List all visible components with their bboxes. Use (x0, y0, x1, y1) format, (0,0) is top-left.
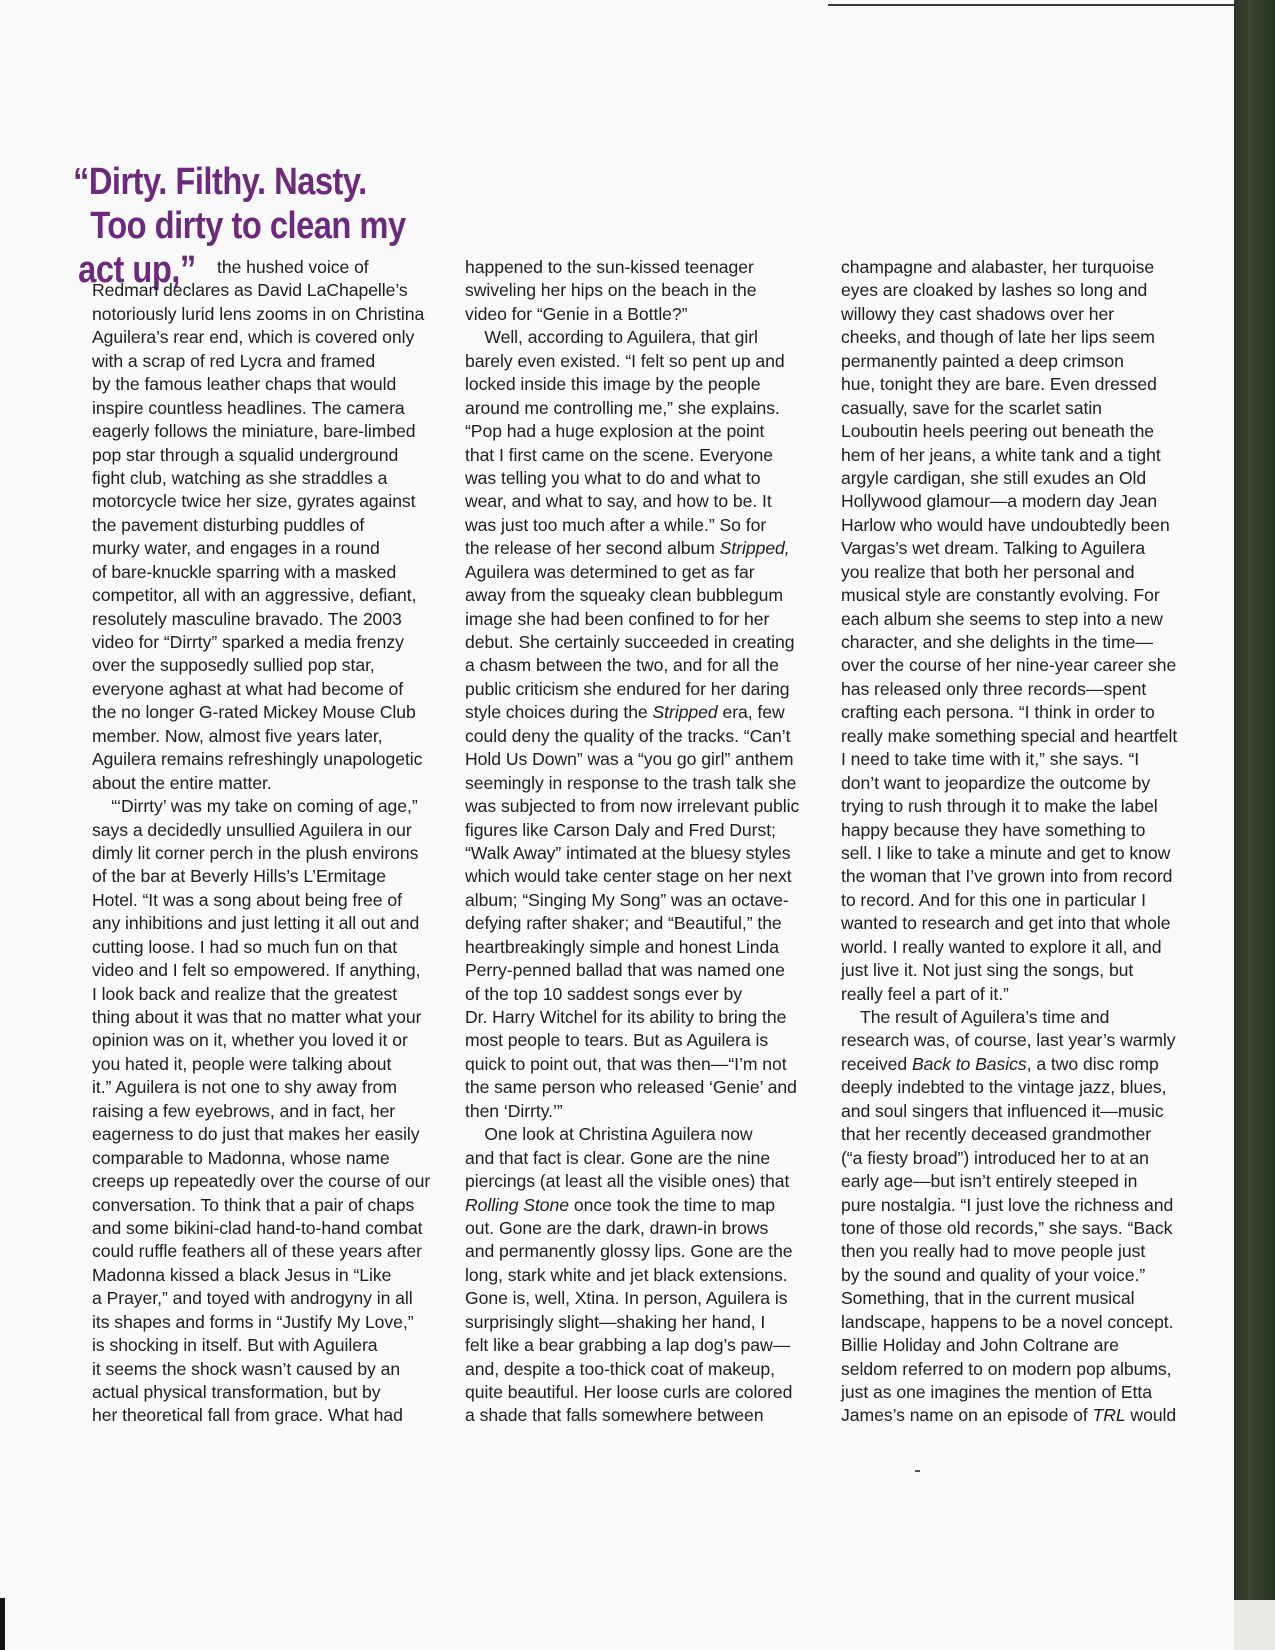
text-line: any inhibitions and just letting it all out and (92, 913, 420, 934)
text-line: tone of those old records,” she says. “Back (841, 1217, 1173, 1238)
text-line: pure nostalgia. “I just love the richness and (841, 1194, 1174, 1215)
text-line: Dr. Harry Witchel for its ability to bring the (465, 1007, 787, 1027)
text-line: heartbreakingly simple and honest Linda (465, 936, 779, 957)
text-line: it.” Aguilera is not one to shy away from (92, 1077, 398, 1098)
text-line: Gone is, well, Xtina. In person, Aguilera is (465, 1288, 788, 1309)
text-line: “Pop had a huge explosion at the point (465, 421, 765, 442)
text-line: was just too much after a while.” So for (465, 514, 767, 535)
text-line: you hated it, people were talking about (92, 1053, 392, 1074)
text-line: with a scrap of red Lycra and framed (92, 350, 376, 371)
text-line: to record. And for this one in particular I (841, 889, 1146, 910)
text-line: seldom referred to on modern pop albums, (841, 1358, 1172, 1379)
text-line: comparable to Madonna, whose name (92, 1147, 390, 1168)
text-line: murky water, and engages in a round (92, 538, 380, 559)
top-rule (828, 4, 1238, 6)
text-line: landscape, happens to be a novel concept. (841, 1311, 1174, 1332)
text-line: really feel a part of it.” (841, 983, 1009, 1004)
text-line: I need to take time with it,” she says. “I (841, 749, 1140, 770)
text-line: Redman declares as David LaChapelle’s (92, 280, 408, 301)
text-line: out. Gone are the dark, drawn-in brows (465, 1217, 769, 1238)
text-line: over the supposedly sullied pop star, (92, 655, 375, 676)
text-line: figures like Carson Daly and Fred Durst; (465, 819, 776, 840)
text-line: world. I really wanted to explore it all, and (841, 936, 1162, 957)
text-line: fight club, watching as she straddles a (92, 467, 388, 488)
text-line: Well, according to Aguilera, that girl (465, 327, 758, 348)
text-line: eagerly follows the miniature, bare-limbed (92, 421, 416, 442)
binding-edge (1234, 0, 1275, 1650)
text-line: Aguilera’s rear end, which is covered only (92, 327, 415, 348)
text-line: that I first came on the scene. Everyone (465, 444, 774, 465)
text-line: just live it. Not just sing the songs, but (841, 960, 1134, 981)
text-line: hem of her jeans, a white tank and a tight (841, 444, 1161, 465)
text-line: Billie Holiday and John Coltrane are (841, 1335, 1119, 1356)
text-line: conversation. To think that a pair of chaps (92, 1194, 415, 1215)
text-line: Something, that in the current musical (841, 1288, 1135, 1309)
text-line: a shade that falls somewhere between (465, 1405, 764, 1426)
text-line: notoriously lurid lens zooms in on Christina (92, 303, 425, 324)
text-line: says a decidedly unsullied Aguilera in our (92, 819, 412, 840)
text-line: most people to tears. But as Aguilera is (465, 1030, 769, 1051)
text-line: and permanently glossy lips. Gone are the (465, 1241, 793, 1262)
album-title-back-to-basics: Back to Basics (911, 1053, 1027, 1074)
text-line: Louboutin heels peering out beneath the (841, 421, 1155, 442)
text-line: each album she seems to step into a new (841, 608, 1163, 629)
text-line: cutting loose. I had so much fun on that (92, 936, 398, 957)
text-line: willowy they cast shadows over her (841, 303, 1115, 324)
text-line (841, 1053, 1201, 1076)
text-line: One look at Christina Aguilera now (465, 1124, 753, 1145)
text-line: and that fact is clear. Gone are the nine (465, 1147, 771, 1168)
text-line: seemingly in response to the trash talk she (465, 772, 797, 793)
text-line: then you really had to move people just (841, 1241, 1146, 1262)
text-line: Perry-penned ballad that was named one (465, 960, 785, 981)
text-line: surprisingly slight—shaking her hand, I (465, 1311, 766, 1332)
text-line: debut. She certainly succeeded in creating (465, 632, 795, 652)
text-line: quick to point out, that was then—“I’m not (465, 1053, 787, 1074)
text-line: sell. I like to take a minute and get to know (841, 842, 1171, 863)
text-line: and, despite a too-thick coat of makeup, (465, 1358, 775, 1379)
text-line: deeply indebted to the vintage jazz, blues, (841, 1077, 1167, 1098)
text-line (841, 1404, 1201, 1427)
text-line: Hollywood glamour—a modern day Jean (841, 491, 1158, 512)
headline-line-3: act up,” (78, 249, 196, 291)
text-line: away from the squeaky clean bubblegum (465, 585, 783, 606)
text-run: once took the time to map (569, 1194, 776, 1215)
text-line: was telling you what to do and what to (465, 467, 761, 488)
text-line: everyone aghast at what had become of (92, 678, 404, 699)
text-line: Hotel. “It was a song about being free of (92, 889, 402, 910)
text-line: hue, tonight they are bare. Even dressed (841, 374, 1157, 395)
text-run: received (841, 1053, 912, 1074)
text-line: could ruffle feathers all of these years after (92, 1241, 422, 1262)
text-line: inspire countless headlines. The camera (92, 397, 405, 418)
article-column-2 (465, 256, 820, 1428)
text-line: casually, save for the scarlet satin (841, 397, 1102, 418)
text-line: the woman that I’ve grown into from record (841, 866, 1173, 887)
text-line: that her recently deceased grandmother (841, 1124, 1152, 1145)
text-line: the same person who released ‘Genie’ and (465, 1077, 797, 1098)
text-line: which would take center stage on her next (465, 866, 792, 887)
text-line: over the course of her nine-year career she (841, 655, 1177, 676)
album-title-stripped: Stripped (652, 702, 718, 723)
text-run: style choices during the (465, 702, 653, 723)
text-line: research was, of course, last year’s warmly (841, 1030, 1176, 1051)
text-line: wear, and what to say, and how to be. It (465, 491, 772, 512)
text-line: is shocking in itself. But with Aguilera (92, 1335, 378, 1356)
text-line: by the famous leather chaps that would (92, 374, 397, 395)
text-line: The result of Aguilera’s time and (841, 1007, 1110, 1027)
text-line: argyle cardigan, she still exudes an Old (841, 467, 1147, 488)
text-run: , a two disc romp (1026, 1053, 1159, 1074)
text-line: eyes are cloaked by lashes so long and (841, 280, 1148, 301)
text-line: around me controlling me,” she explains. (465, 397, 780, 418)
text-line: could deny the quality of the tracks. “Can’t (465, 725, 791, 746)
text-line: champagne and alabaster, her turquoise (841, 257, 1155, 277)
text-line: the pavement disturbing puddles of (92, 514, 365, 535)
text-line: pop star through a squalid underground (92, 444, 399, 465)
text-line: permanently painted a deep crimson (841, 350, 1124, 371)
album-title-stripped: Stripped, (719, 538, 790, 559)
text-line: Vargas’s wet dream. Talking to Aguilera (841, 538, 1146, 559)
text-line: barely even existed. “I felt so pent up and (465, 350, 785, 371)
text-line: and some bikini-clad hand-to-hand combat (92, 1217, 423, 1238)
stray-mark (915, 1470, 920, 1472)
text-line: raising a few eyebrows, and in fact, her (92, 1100, 396, 1121)
text-line: thing about it was that no matter what your (92, 1007, 422, 1027)
text-line: her theoretical fall from grace. What had (92, 1405, 403, 1426)
text-line (465, 701, 820, 724)
text-line: public criticism she endured for her daring (465, 678, 790, 699)
text-line: video and I felt so empowered. If anything, (92, 960, 421, 981)
text-line: wanted to research and get into that whole (841, 913, 1171, 934)
text-line: really make something special and heartfelt (841, 725, 1178, 746)
text-line: of the bar at Beverly Hills’s L’Ermitage (92, 866, 386, 887)
text-line (465, 537, 820, 560)
text-line: don’t want to jeopardize the outcome by (841, 772, 1151, 793)
crop-mark (0, 1598, 5, 1650)
text-line: of bare-knuckle sparring with a masked (92, 561, 397, 582)
text-line: locked inside this image by the people (465, 374, 761, 395)
text-run: James’s name on an episode of (841, 1405, 1093, 1426)
text-line: dimly lit corner perch in the plush environs (92, 842, 419, 863)
text-line: Madonna kissed a black Jesus in “Like (92, 1264, 392, 1285)
text-line: and soul singers that influenced it—music (841, 1100, 1164, 1121)
text-line: piercings (at least all the visible ones) that (465, 1171, 790, 1192)
text-line: “Walk Away” intimated at the bluesy styles (465, 842, 791, 863)
headline-line-1: “Dirty. Filthy. Nasty. (73, 161, 367, 203)
text-line: video for “Genie in a Bottle?” (465, 303, 688, 324)
text-line: creeps up repeatedly over the course of our (92, 1171, 431, 1192)
article-column-1 (92, 256, 442, 1428)
text-line: image she had been confined to for her (465, 608, 770, 629)
text-line: Hold Us Down” was a “you go girl” anthem (465, 749, 794, 770)
text-run: would (1125, 1405, 1177, 1426)
text-line: swiveling her hips on the beach in the (465, 280, 757, 301)
text-line: then ‘Dirrty.’” (465, 1100, 563, 1121)
text-line: Aguilera remains refreshingly unapologetic (92, 749, 423, 770)
text-line: was subjected to from now irrelevant public (465, 796, 800, 817)
text-line: happy because they have something to (841, 819, 1146, 840)
text-line: about the entire matter. (92, 772, 272, 793)
text-line: motorcycle twice her size, gyrates against (92, 491, 416, 512)
text-line: competitor, all with an aggressive, defiant, (92, 585, 417, 606)
text-line: of the top 10 saddest songs ever by (465, 983, 743, 1004)
text-line: the no longer G-rated Mickey Mouse Club (92, 702, 416, 723)
text-line: eagerness to do just that makes her easily (92, 1124, 420, 1145)
text-line: resolutely masculine bravado. The 2003 (92, 608, 402, 629)
text-line: Harlow who would have undoubtedly been (841, 514, 1170, 535)
headline-line-2: Too dirty to clean my (90, 205, 406, 247)
text-line: member. Now, almost five years later, (92, 725, 383, 746)
text-run: the release of her second album (465, 538, 720, 559)
text-line: just as one imagines the mention of Etta (841, 1382, 1152, 1402)
text-line: has released only three records—spent (841, 678, 1147, 699)
text-line: by the sound and quality of your voice.” (841, 1264, 1146, 1285)
text-line: felt like a bear grabbing a lap dog’s paw— (465, 1335, 791, 1356)
text-line: trying to rush through it to make the label (841, 796, 1158, 817)
text-run: era, few (717, 702, 785, 723)
text-line: actual physical transformation, but by (92, 1382, 381, 1402)
text-line: Aguilera was determined to get as far (465, 561, 755, 582)
text-line: crafting each persona. “I think in order to (841, 702, 1155, 723)
text-line: opinion was on it, whether you loved it or (92, 1030, 408, 1051)
text-line: defying rafter shaker; and “Beautiful,” the (465, 913, 782, 934)
text-line: a Prayer,” and toyed with androgyny in all (92, 1288, 413, 1309)
text-line: quite beautiful. Her loose curls are colored (465, 1382, 793, 1402)
text-line: long, stark white and jet black extensions. (465, 1264, 788, 1285)
text-line: (“a fiesty broad”) introduced her to at an (841, 1147, 1149, 1168)
text-line: musical style are constantly evolving. For (841, 585, 1160, 606)
text-line: “‘Dirrty’ was my take on coming of age,” (92, 796, 418, 817)
text-line: the hushed voice of (217, 257, 369, 277)
text-line: you realize that both her personal and (841, 561, 1135, 582)
text-line (465, 1194, 820, 1217)
article-column-3 (841, 256, 1201, 1428)
text-line: early age—but isn’t entirely steeped in (841, 1171, 1138, 1192)
text-line: its shapes and forms in “Justify My Love,” (92, 1311, 414, 1332)
text-line: character, and she delights in the time— (841, 632, 1153, 652)
text-line: I look back and realize that the greatest (92, 983, 398, 1004)
text-line: it seems the shock wasn’t caused by an (92, 1358, 401, 1379)
text-line: album; “Singing My Song” was an octave- (465, 889, 789, 910)
text-line: video for “Dirrty” sparked a media frenzy (92, 632, 404, 652)
text-line: a chasm between the two, and for all the (465, 655, 779, 676)
text-line: happened to the sun-kissed teenager (465, 257, 754, 277)
text-line: cheeks, and though of late her lips seem (841, 327, 1155, 348)
show-title-trl: TRL (1092, 1405, 1126, 1426)
magazine-title-rolling-stone: Rolling Stone (465, 1194, 570, 1215)
